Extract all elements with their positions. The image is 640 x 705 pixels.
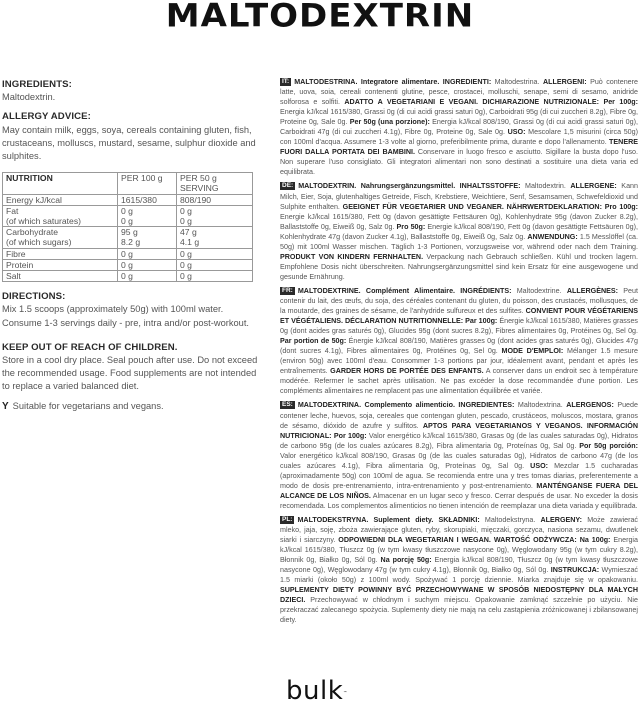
multilingual-section [280,77,638,629]
directions-text: Mix 1.5 scoops (approximately 50g) with 100ml water. Consume 1-3 servings daily - pre, intra and/or post-workout. [2,304,249,328]
row-label: Salt [6,271,21,282]
logo-text: bulk [286,676,344,705]
row-label: Energy kJ/kcal [6,194,62,205]
table-row [3,194,253,205]
header-per-50g: PER 50 g SERVING [177,173,253,194]
table-row [3,227,253,248]
row-sublabel: (of which saturates) [6,216,81,227]
row-per100-sub: 0 g [121,216,133,227]
row-per50: 808/190 [180,194,212,205]
vegan-statement [2,400,264,413]
ingredients-heading: INGREDIENTS: [2,79,72,90]
trademark-symbol: ™ [343,690,348,695]
table-row [3,259,253,270]
lang-badge-it: IT: [282,78,290,85]
row-per100: 0 g [121,205,133,216]
table-row [3,205,253,226]
table-row [3,248,253,259]
row-label: Protein [6,259,34,270]
row-label: Fibre [6,248,26,259]
nutrition-table [2,172,253,282]
storage-text: Store in a cool dry place. Seal pouch after use. Do not exceed the recommended usage. Food supplements are not intended to replace a varied balanced diet. [2,355,258,392]
lang-block-fr: FR: MALTODEXTRINE. Complément Alimentaire. INGRÉDIENTS: Maltodextrine. ALLERGÈNES: Peut contenir du lait, des œufs, du soja, des céréales contenant du gluten, du poisson, des crustacés, mollusques, de la moutarde, des graines de sésame, de l'anhydride sulfureux et des sulfites. CONVIENT POUR VÉGÉTARIENS ET VÉGÉTALIENS. DÉCLARATION NUTRITIONNELLE: Par 100g: Énergie kJ/kcal 1615/380, Matières grasses 0g (dont acides gras saturés 0g), Glucides 95g (dont sucres 8.2g), Fibres alimentaires 0g, Protéines 0g, Sel 0g. Par portion de 50g: Énergie kJ/kcal 808/190, Matières grasses 0g (dont acides gras saturés 0g), Glucides 47g (dont sucres 4.1g), Fibres alimentaires 0g, Protéines 0g, Sel 0g. MODE D'EMPLOI: Mélanger 1.5 mesure (environ 50g) avec 100ml d'eau. Consommer 1-3 portions par jour, idéalement avant, pendant et après les entraînements. GARDER HORS DE PORTÉE DES ENFANTS. A conserver dans un endroit sec à température modérée. Refermer le sachet après utilisation. Ne pas excéder la dose recommandée d'une portion. Les compléments alimentaires ne remplacent pas une alimentation équilibrée et variée. [280,286,638,396]
children-warning-heading: KEEP OUT OF REACH OF CHILDREN. [2,341,178,353]
row-per100: 1615/380 [121,194,157,205]
row-label: Carbohydrate [6,227,59,238]
row-label: Fat [6,205,19,216]
lang-badge-de: DE: [282,182,294,190]
table-row [3,271,253,282]
allergy-heading: ALLERGY ADVICE: [2,111,91,123]
directions-heading: DIRECTIONS: [2,291,66,303]
header-nutrition: NUTRITION [3,173,118,194]
lang-block-pl: PL: MALTODEKSTRYNA. Suplement diety. SKŁADNIKI: Maltodekstryna. ALERGENY: Może zawierać mleko, jaja, soję, zboża zawierające gluten, ryby, skorupiaki, mięczaki, gorczyca, nasiona sezamu, dwutlenek siarki i siarczyny. ODPOWIEDNI DLA WEGETARIAN I WEGAN. WARTOŚĆ ODŻYWCZA: Na 100g: Energia kJ/kcal 1615/380, Tłuszcz 0g (w tym kwasy tłuszczowe nasycone 0g), Węglowodany 95g (w tym cukry 8.2g), Błonnik 0g, Białko 0g, Sól 0g. Na porcję 50g: Energia kJ/kcal 808/190, Tłuszcz 0g (w tym kwasy tłuszczowe nasycone 0g), Węglowodany 47g (w tym cukry 4.1g), Błonnik 0g, Białko 0g, Sól 0g. INSTRUKCJA: Wymieszać 1.5 miarki (około 50g) z 100ml wody. Spożywać 1 porcję dziennie. Miarka znajduje się w opakowaniu. SUPLEMENTY DIETY POWINNY BYĆ PRZECHOWYWANE W SPOSÓB NIEDOSTĘPNY DLA MAŁYCH DZIECI. Przechowywać w chłodnym i suchym miejscu. Opakowanie zamknąć szczelnie po użyciu. Nie przekraczać zalecanego spożycia. Suplementy diety nie mają na celu zastąpienia zróżnicowanej i zbilansowanej diety. [280,515,639,625]
english-label-section [2,78,264,413]
lang-block-de: DE: MALTODEXTRIN. Nahrungsergänzungsmittel. INHALTSSTOFFE: Maltodextrin. ALLERGENE: Kann Milch, Eier, Soja, glutenhaltiges Getreide, Fisch, Krebstiere, Weichtiere, Senf, Sesamsamen, Schwefeldioxid und Sulphite enthalten. GEEIGNET FÜR VEGETARIER UND VEGANER. NÄHRWERTDEKLARATION: Pro 100g: Energie kJ/kcal 1615/380, Fett 0g (davon gesättigte Fettsäuren 0g), Kohlenhydrate 95g (davon Zucker 8.2g), Ballaststoffe 0g, Eiweiß 0g, Salz 0g. Pro 50g: Energie kJ/kcal 808/190, Fett 0g (davon gesättigte Fettsäuren 0g), Kohlenhydrate 47g (davon Zucker 4.1g), Ballaststoffe 0g, Eiweiß 0g, Salz 0g. ANWENDUNG: 1.5 Messlöffel (ca. 50g) mit 100ml Wasser mischen. Täglich 1-3 Portionen, vorzugsweise vor, während oder nach dem Training. PRODUKT VON KINDERN FERNHALTEN. Verpackung nach Gebrauch schließen. Kühl und trocken lagern. Empfohlene Dosis nicht überschreiten. Nahrungsergänzungsmittel sind kein Ersatz für eine ausgewogene und gesunde Ernährung. [280,182,639,281]
row-per50-sub: 0 g [180,216,192,227]
lang-block-es: ES: MALTODEXTRINA. Complemento alimenticio. INGREDIENTES: Maltodextrina. ALERGENOS: Puede contener leche, huevos, soja, cereales que contengan gluten, pescado, crustáceos, moluscos, mostara, granos de sésamo, dióxido de azufre y sulfitos. APTOS PARA VEGETARIANOS Y VEGANOS. INFORMACIÓN NUTRICIONAL: Por 100g: Valor energético kJ/kcal 1615/380, Grasas 0g (de las cuales saturadas 0g), Hidratos de carbono 95g (de los cuales azúcares 8.2g), Fibra alimentaria 0g, Proteínas 0g, Sal 0g. Por 50g porción: Valor energético kJ/kcal 808/190, Grasas 0g (de las cuales saturadas 0g), Hidratos de carbono 47g (de los cuales azúcares 4.1g), Fibra alimentaria 0g, Proteínas 0g, Sal 0g. USO: Mezclar 1.5 cucharadas (aproximadamente 50g) con 100ml de agua. Se recomienda entre una y tres tomas diarias, preferentemente a modo de dosis pre-entrenamiento, intra-entrenamiento y post-entrenamiento. MANTÉNGANSE FUERA DEL ALCANCE DE LOS NIÑOS. Almacenar en un lugar seco y fresco. Cerrar después de usar. No exceder la dosis recomendada. Los complementos alimenticios no tienen intención de reemplazar una dieta variada y equilibrada. [280,401,638,510]
vegan-leaf-icon: Y [2,400,9,412]
allergy-text: May contain milk, eggs, soya, cereals containing gluten, fish, crustaceans, molluscs, mustard, sesame, sulphur dioxide and sulphites. [2,124,256,162]
row-per50: 0 g [180,205,192,216]
lang-block-it: IT: MALTODESTRINA. Integratore alimentare. INGREDIENTI: Maltodestrina. ALLERGENI: Può contenere latte, uova, soia, cereali contenenti glutine, pesce, crostacei, molluschi, senape, semi di sesamo, anidride solforosa e solfiti. ADATTO A VEGETARIANI E VEGANI. DICHIARAZIONE NUTRIZIONALE: Per 100g: Energia kJ/kcal 1615/380, Grassi 0g (di cui acidi grassi saturi 0g), Carboidrati 95g (di cui zuccheri 8.2g), Fibre 0g, Proteine 0g, Sale 0g. Per 50g (una porzione): Energia kJ/kcal 808/190, Grassi 0g (di cui acidi grassi saturi 0g), Carboidrati 47g (di cui zuccheri 4.1g), Fibre 0g, Proteine 0g, Sale 0g. USO: Mescolare 1,5 misurini (circa 50g) con 100ml d'acqua. Assumere 1-3 volte al giorno, preferibilmente prima, durante e dopo l'allenamento. TENERE FUORI DALLA PORTATA DEI BAMBINI. Conservare in luogo fresco e asciutto. Sigillare la busta dopo l'uso. Non superare l'uso consigliato. Gli integratori alimentari non sono destinati a sostituire una dieta varia ed equilibrata. [280,78,639,177]
vegan-text: Suitable for vegetarians and vegans. [12,400,164,411]
row-per50: 47 g [180,227,197,238]
product-title: MALTODEXTRIN [165,0,475,36]
lang-badge-fr: FR: [282,286,293,294]
row-per100: 95 g [121,227,138,238]
nutrition-table-header [3,173,253,194]
bulk-logo [286,676,348,705]
row-sublabel: (of which sugars) [6,237,72,248]
lang-badge-es: ES: [282,401,293,409]
row-per100-sub: 8.2 g [121,237,141,248]
row-per50: 0 g [180,259,192,270]
lang-badge-pl: PL: [282,515,293,523]
row-per50: 0 g [180,271,192,282]
row-per100: 0 g [121,248,133,259]
row-per50: 0 g [180,248,192,259]
header-per-100g: PER 100 g [118,173,177,194]
row-per50-sub: 4.1 g [180,237,200,248]
ingredients-text: Maltodextrin. [2,92,56,103]
row-per100: 0 g [121,271,133,282]
row-per100: 0 g [121,259,133,270]
